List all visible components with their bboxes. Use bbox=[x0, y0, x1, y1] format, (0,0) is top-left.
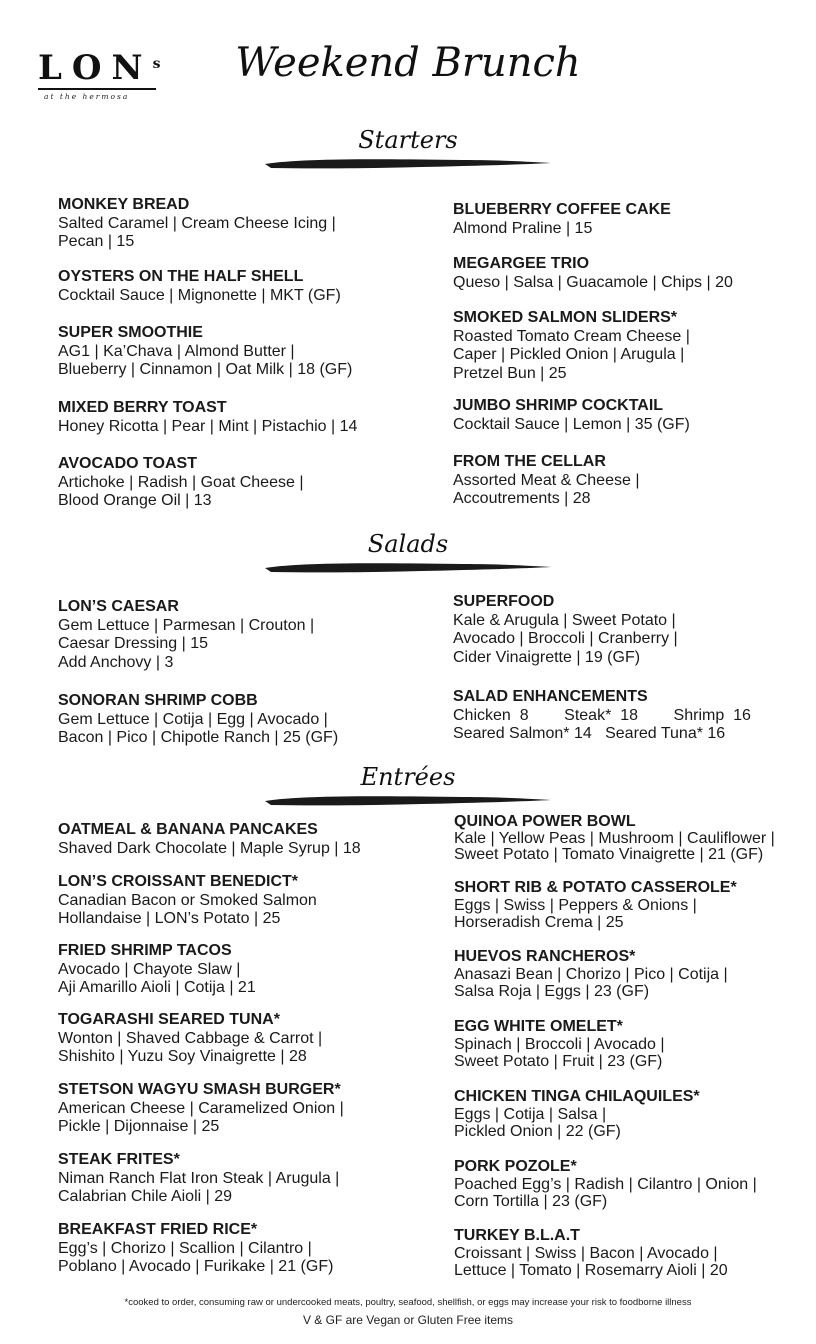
menu-item bbox=[58, 942, 418, 998]
item-desc: Artichoke | Radish | Goat Cheese | bbox=[58, 473, 304, 491]
item-name: JUMBO SHRIMP COCKTAIL bbox=[453, 397, 664, 414]
menu-item bbox=[453, 201, 813, 238]
item-name: MONKEY BREAD bbox=[58, 196, 190, 213]
section-heading-entrees: Entrées bbox=[0, 763, 816, 809]
item-name: TOGARASHI SEARED TUNA* bbox=[58, 1011, 280, 1028]
dietary-legend: V & GF are Vegan or Gluten Free items bbox=[302, 1313, 514, 1327]
item-desc: Accoutrements | 28 bbox=[453, 490, 591, 507]
item-name: OYSTERS ON THE HALF SHELL bbox=[58, 268, 304, 285]
menu-item bbox=[454, 948, 814, 1001]
menu-item bbox=[58, 324, 418, 380]
item-name: EGG WHITE OMELET* bbox=[454, 1018, 623, 1035]
menu-item-enhancements bbox=[453, 688, 813, 744]
item-name: SALAD ENHANCEMENTS bbox=[453, 688, 648, 705]
item-name: BLUEBERRY COFFEE CAKE bbox=[453, 201, 671, 218]
item-desc: Poached Egg’s | Radish | Cilantro | Onion | bbox=[454, 1175, 757, 1193]
brush-divider bbox=[263, 558, 553, 576]
item-desc: Gem Lettuce | Parmesan | Crouton | bbox=[58, 616, 315, 634]
menu-item bbox=[58, 692, 418, 748]
item-desc: Pecan | 15 bbox=[58, 233, 135, 250]
page-title: Weekend Brunch bbox=[235, 40, 581, 86]
item-desc: Gem Lettuce | Cotija | Egg | Avocado | bbox=[58, 710, 328, 728]
item-desc: Seared Salmon* 14 Seared Tuna* 16 bbox=[453, 725, 726, 742]
item-desc: Eggs | Cotija | Salsa | bbox=[454, 1105, 607, 1123]
section-heading-salads: Salads bbox=[0, 530, 816, 576]
item-name: BREAKFAST FRIED RICE* bbox=[58, 1221, 258, 1238]
section-heading-starters: Starters bbox=[0, 126, 816, 172]
item-desc: Roasted Tomato Cream Cheese | bbox=[453, 327, 690, 345]
item-desc: Pickled Onion | 22 (GF) bbox=[454, 1123, 621, 1140]
brush-divider bbox=[263, 154, 553, 172]
item-desc: Spinach | Broccoli | Avocado | bbox=[454, 1035, 665, 1053]
menu-item bbox=[453, 453, 813, 509]
menu-item bbox=[453, 397, 813, 434]
item-desc: Avocado | Chayote Slaw | bbox=[58, 960, 241, 978]
item-desc: Cocktail Sauce | Mignonette | MKT (GF) bbox=[58, 286, 341, 304]
menu-item bbox=[58, 1221, 418, 1277]
item-desc: Sweet Potato | Fruit | 23 (GF) bbox=[454, 1053, 663, 1070]
item-desc: Blood Orange Oil | 13 bbox=[58, 492, 212, 509]
item-desc: Almond Praline | 15 bbox=[453, 219, 593, 237]
item-desc: Croissant | Swiss | Bacon | Avocado | bbox=[454, 1244, 718, 1262]
menu-item bbox=[58, 598, 418, 672]
item-desc: Sweet Potato | Tomato Vinaigrette | 21 (GF) bbox=[454, 846, 764, 863]
menu-item bbox=[454, 1018, 814, 1071]
item-desc: Wonton | Shaved Cabbage & Carrot | bbox=[58, 1029, 323, 1047]
item-desc: Corn Tortilla | 23 (GF) bbox=[454, 1193, 608, 1210]
item-desc: Aji Amarillo Aioli | Cotija | 21 bbox=[58, 979, 256, 996]
item-desc: Egg’s | Chorizo | Scallion | Cilantro | bbox=[58, 1239, 312, 1257]
menu-item bbox=[453, 593, 813, 667]
logo-rule bbox=[38, 88, 156, 90]
item-desc: Eggs | Swiss | Peppers & Onions | bbox=[454, 896, 697, 914]
item-desc: Assorted Meat & Cheese | bbox=[453, 471, 640, 489]
item-desc: Avocado | Broccoli | Cranberry | bbox=[453, 630, 678, 647]
menu-item bbox=[58, 455, 418, 511]
item-desc: Salsa Roja | Eggs | 23 (GF) bbox=[454, 983, 650, 1000]
item-desc: Chicken 8 Steak* 18 Shrimp 16 bbox=[453, 706, 751, 724]
item-desc: Canadian Bacon or Smoked Salmon bbox=[58, 891, 317, 909]
menu-item bbox=[454, 814, 804, 864]
item-desc: Pickle | Dijonnaise | 25 bbox=[58, 1118, 220, 1135]
logo-subtitle: at the hermosa bbox=[44, 92, 130, 101]
item-desc: Caper | Pickled Onion | Arugula | bbox=[453, 346, 685, 363]
menu-item bbox=[58, 399, 418, 436]
item-desc: Calabrian Chile Aioli | 29 bbox=[58, 1188, 233, 1205]
menu-item bbox=[454, 1227, 814, 1280]
menu-item bbox=[58, 821, 418, 858]
item-desc: Bacon | Pico | Chipotle Ranch | 25 (GF) bbox=[58, 729, 339, 746]
item-name: TURKEY B.L.A.T bbox=[454, 1227, 580, 1244]
item-desc: Kale | Yellow Peas | Mushroom | Cauliflower | bbox=[454, 829, 775, 847]
item-name: STETSON WAGYU SMASH BURGER* bbox=[58, 1081, 341, 1098]
menu-item bbox=[58, 196, 418, 252]
item-name: QUINOA POWER BOWL bbox=[454, 813, 636, 830]
item-name: MIXED BERRY TOAST bbox=[58, 399, 227, 416]
item-desc: Horseradish Crema | 25 bbox=[454, 914, 624, 931]
item-name: HUEVOS RANCHEROS* bbox=[454, 948, 636, 965]
item-name: SUPERFOOD bbox=[453, 593, 555, 610]
item-name: STEAK FRITES* bbox=[58, 1151, 180, 1168]
menu-item bbox=[58, 268, 418, 305]
item-name: SONORAN SHRIMP COBB bbox=[58, 692, 258, 709]
item-name: MEGARGEE TRIO bbox=[453, 255, 590, 272]
brush-divider bbox=[263, 791, 553, 809]
item-desc: Poblano | Avocado | Furikake | 21 (GF) bbox=[58, 1258, 334, 1275]
item-desc: Add Anchovy | 3 bbox=[58, 653, 174, 671]
menu-item bbox=[58, 1151, 418, 1207]
item-desc: Hollandaise | LON’s Potato | 25 bbox=[58, 910, 281, 927]
item-desc: AG1 | Ka’Chava | Almond Butter | bbox=[58, 342, 295, 360]
item-name: AVOCADO TOAST bbox=[58, 455, 197, 472]
disclaimer: *cooked to order, consuming raw or undercooked meats, poultry, seafood, shellfish, or eggs may increase your risk to foodborne illness bbox=[124, 1297, 692, 1308]
item-desc: Pretzel Bun | 25 bbox=[453, 364, 567, 382]
item-desc: Shishito | Yuzu Soy Vinaigrette | 28 bbox=[58, 1048, 307, 1065]
logo-main: LON$^s$ bbox=[38, 48, 161, 88]
item-desc: Lettuce | Tomato | Rosemarry Aioli | 20 bbox=[454, 1262, 728, 1279]
item-name: PORK POZOLE* bbox=[454, 1158, 577, 1175]
menu-item bbox=[58, 1011, 418, 1067]
item-desc: Cocktail Sauce | Lemon | 35 (GF) bbox=[453, 415, 690, 433]
item-desc: Shaved Dark Chocolate | Maple Syrup | 18 bbox=[58, 839, 361, 857]
item-name: LON’S CROISSANT BENEDICT* bbox=[58, 873, 299, 890]
item-name: FROM THE CELLAR bbox=[453, 453, 606, 470]
menu-item bbox=[58, 873, 418, 929]
item-desc: Blueberry | Cinnamon | Oat Milk | 18 (GF) bbox=[58, 361, 353, 378]
item-desc: Niman Ranch Flat Iron Steak | Arugula | bbox=[58, 1169, 340, 1187]
menu-item bbox=[453, 255, 813, 292]
item-name: SMOKED SALMON SLIDERS* bbox=[453, 309, 678, 326]
item-desc: Queso | Salsa | Guacamole | Chips | 20 bbox=[453, 273, 733, 291]
item-desc: Kale & Arugula | Sweet Potato | bbox=[453, 611, 676, 629]
menu-item bbox=[58, 1081, 418, 1137]
menu-item bbox=[453, 309, 813, 383]
item-desc: Anasazi Bean | Chorizo | Pico | Cotija | bbox=[454, 965, 728, 983]
menu-item bbox=[454, 1158, 814, 1211]
item-desc: American Cheese | Caramelized Onion | bbox=[58, 1099, 344, 1117]
item-name: FRIED SHRIMP TACOS bbox=[58, 942, 232, 959]
item-name: OATMEAL & BANANA PANCAKES bbox=[58, 821, 318, 838]
item-name: LON’S CAESAR bbox=[58, 598, 179, 615]
item-name: SUPER SMOOTHIE bbox=[58, 324, 203, 341]
item-desc: Caesar Dressing | 15 bbox=[58, 635, 208, 652]
item-desc: Honey Ricotta | Pear | Mint | Pistachio | 14 bbox=[58, 417, 358, 435]
item-name: SHORT RIB & POTATO CASSEROLE* bbox=[454, 879, 737, 896]
item-name: CHICKEN TINGA CHILAQUILES* bbox=[454, 1088, 700, 1105]
item-desc: Cider Vinaigrette | 19 (GF) bbox=[453, 648, 641, 666]
menu-item bbox=[454, 879, 814, 932]
menu-item bbox=[454, 1088, 814, 1141]
item-desc: Salted Caramel | Cream Cheese Icing | bbox=[58, 214, 336, 232]
